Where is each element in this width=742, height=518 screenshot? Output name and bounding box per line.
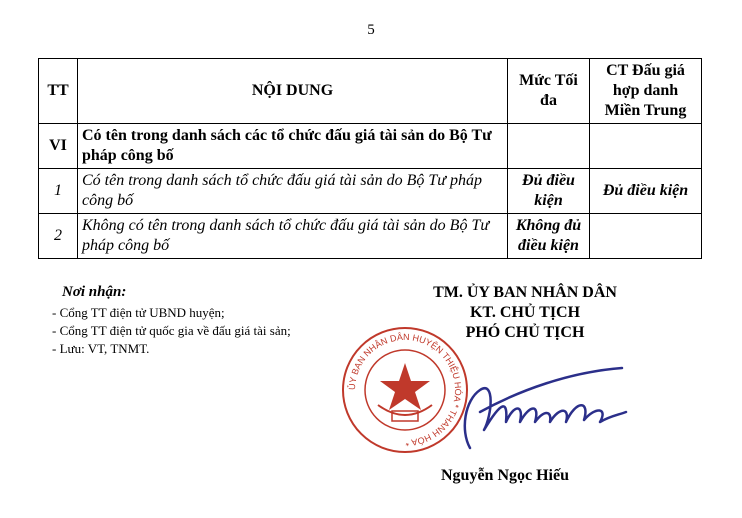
- row-level: Không đủ điều kiện: [508, 214, 590, 259]
- seal-text: ỦY BAN NHÂN DÂN HUYỆN THIỆU HÓA * THANH HÓA *: [346, 331, 464, 449]
- section-org: [590, 124, 702, 169]
- recipient-item: - Lưu: VT, TNMT.: [52, 341, 150, 356]
- recipient-item: - Cổng TT điện tử UBND huyện;: [52, 305, 225, 320]
- table-header-row: [39, 59, 702, 124]
- table-row: [39, 169, 702, 214]
- row-org: Đủ điều kiện: [590, 169, 702, 214]
- header-tt: TT: [39, 59, 78, 124]
- header-level: Mức Tối đa: [508, 59, 590, 124]
- header-org: CT Đấu giá hợp danh Miền Trung: [590, 59, 702, 124]
- table-row: [39, 214, 702, 259]
- signature-title-line: PHÓ CHỦ TỊCH: [465, 324, 585, 341]
- recipients-title: Nơi nhận:: [62, 284, 127, 300]
- row-content: Không có tên trong danh sách tổ chức đấu giá tài sản do Bộ Tư pháp công bố: [78, 214, 508, 259]
- signature-title-line: KT. CHỦ TỊCH: [469, 304, 581, 321]
- row-tt: 2: [39, 214, 78, 259]
- signer-name: Nguyễn Ngọc Hiếu: [441, 467, 569, 484]
- row-level: Đủ điều kiện: [508, 169, 590, 214]
- table-section-row: [39, 124, 702, 169]
- row-org: [590, 214, 702, 259]
- signature-title-line: TM. ỦY BAN NHÂN DÂN: [433, 284, 617, 301]
- handwritten-signature-icon: [440, 360, 630, 460]
- page-number: 5: [367, 22, 375, 38]
- criteria-table: [38, 58, 702, 259]
- section-level: [508, 124, 590, 169]
- recipient-item: - Cổng TT điện tử quốc gia về đấu giá tài sản;: [52, 323, 291, 338]
- row-content: Có tên trong danh sách tổ chức đấu giá tài sản do Bộ Tư pháp công bố: [78, 169, 508, 214]
- section-content: Có tên trong danh sách các tổ chức đấu giá tài sản do Bộ Tư pháp công bố: [78, 124, 508, 169]
- section-tt: VI: [39, 124, 78, 169]
- row-tt: 1: [39, 169, 78, 214]
- recipients-block: [52, 283, 382, 358]
- header-content: NỘI DUNG: [78, 59, 508, 124]
